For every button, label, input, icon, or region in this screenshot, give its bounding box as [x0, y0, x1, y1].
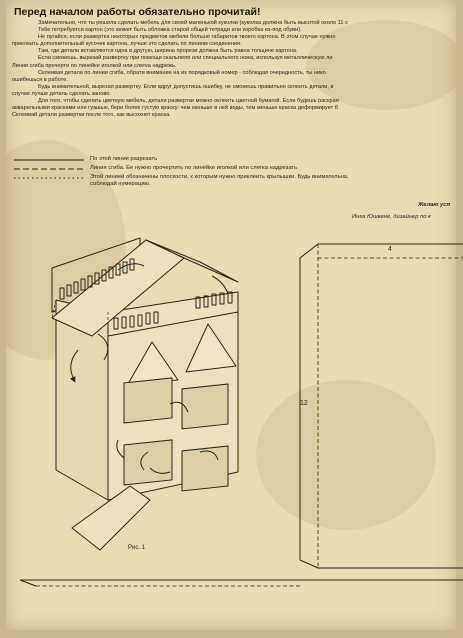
wish-text: Желаю усп	[418, 202, 451, 208]
author-credit: Инга Юшкене, дизайнер по к	[352, 214, 431, 220]
intro-paragraph: Там, где детали вставляются одна в другую, ширина прорези должна быть равна толщине картона.	[38, 48, 298, 55]
intro-paragraph: Для того, чтобы сделать цветную мебель, детали развертки можно оклеить цветной бумагой. Если будешь раскрая	[38, 98, 339, 105]
pattern-template	[300, 244, 463, 568]
intro-paragraph: случае лучше деталь сделать заново.	[12, 90, 111, 97]
intro-paragraph: Склеивая детали по линии сгиба, обрати внимание на их порядковый номер - соблюдая очередность, ты нико	[38, 69, 326, 76]
legend-label: соблюдай нумерацию.	[90, 181, 151, 187]
intro-paragraph: Если сможешь, вырезай развертку при помощи скальпеля или специального ножа, используя металлическую ли	[38, 55, 333, 62]
bottom-rule	[20, 580, 463, 586]
intro-paragraph: Склеивай детали развертки после того, как высохнет краска.	[12, 112, 171, 119]
intro-paragraph: Не пугайся, если развертка некоторых предметов мебели больше габаритов твоего картона. В этом случае нужно	[38, 34, 336, 41]
intro-paragraph: приклеить дополнительный кусочек картона, лучше это сделать по линиям соединения.	[12, 41, 242, 48]
intro-paragraph: Будь внимательной, вырезая развертку. Если вдруг допустишь ошибку, не сможешь правильно склеить детали, в	[38, 83, 334, 90]
legend-label: Линия сгиба. Ее нужно прочертить по линейке иголкой или слегка надрезать	[90, 165, 298, 171]
page-title: Перед началом работы обязательно прочитай!	[14, 6, 261, 18]
intro-paragraph: Тебе потребуется картон (это может быть обложка старой общей тетради или коробка из-под обуви).	[38, 27, 302, 34]
pattern-number: 12	[300, 400, 308, 407]
intro-paragraph: акварельными красками или гуашью, бери более густую краску: чем меньше в ней воды, тем меньше краска деформирует б	[12, 105, 338, 112]
legend-label: Этой линией обозначены плоскости, к которым нужно приклеить крылышки. Будь внимательна,	[90, 174, 349, 180]
legend-label: По этой линии разрезать	[90, 156, 158, 162]
intro-paragraph: Линии сгиба прочерти по линейке иголкой или слегка надрежь.	[12, 62, 177, 69]
pattern-number: 4	[388, 246, 392, 253]
intro-paragraph: Замечательно, что ты решила сделать мебель для своей маленькой куколки (куколка должна быть высотой около 11 с	[38, 20, 348, 26]
intro-paragraph: ошибешься в работе.	[12, 76, 68, 83]
figure-caption: Рис. 1	[128, 545, 146, 551]
